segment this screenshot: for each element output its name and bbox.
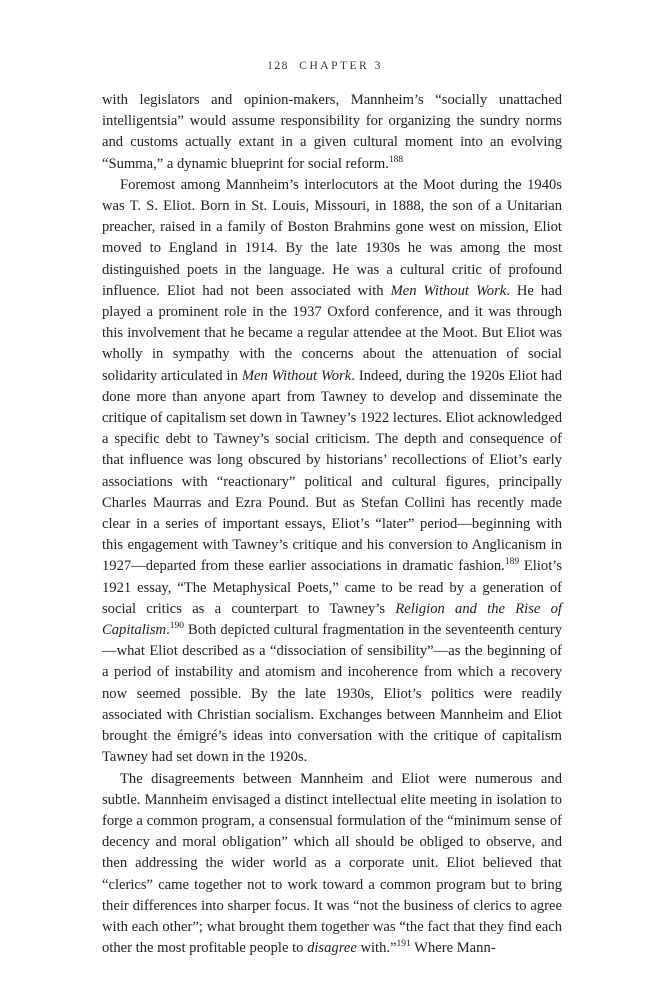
italic-title: Men Without Work bbox=[241, 367, 352, 384]
footnote-ref: 191 bbox=[396, 939, 411, 950]
text-run: Foremost among Mannheim’s interlocutors at the Moot during the 1940s was T. S. Eliot. Born in St. Louis, Missouri, in 1888, the son of a Unitarian preacher, raised in a family of Boston Brahmins gone west on mission, Eliot moved to England in 1914. By the late 1930s he was among the most distinguished poets in the language. He was a cultural critic of profound influence. Eliot had not been associated with bbox=[102, 176, 562, 299]
running-head bbox=[0, 60, 650, 72]
page-number: 128 bbox=[267, 60, 289, 72]
paragraph bbox=[102, 769, 562, 960]
footnote-ref: 188 bbox=[388, 154, 404, 165]
body-text bbox=[102, 90, 562, 959]
text-run: Both depicted cultural fragmentation in the seventeenth century—what Eliot described as a “dissociation of sensibility”—as the beginning of a period of instability and atomism and incoherence from which a recovery now seemed possible. By the late 1930s, Eliot’s politics were readily associated with Christian socialism. Exchanges between Mannheim and Eliot brought the émigré’s ideas into conversation with the critique of capitalism Tawney had set down in the 1920s. bbox=[102, 622, 562, 766]
paragraph bbox=[102, 90, 562, 175]
text-run: with legislators and opinion-makers, Mannheim’s “socially unattached intelligentsia” would assume responsibility for organizing the sundry norms and customs actually extant in a given cultural moment into an evolving “Summa,” a dynamic blueprint for social reform. bbox=[102, 92, 562, 172]
text-run: Where Mann- bbox=[410, 940, 496, 957]
text-run: The disagreements between Mannheim and Eliot were numerous and subtle. Mannheim envisaged a distinct intellectual elite meeting in isolation to forge a common program, a consensual formulation of the “minimum sense of decency and moral obligation” which all should be obliged to observe, and then addressing the wider world as a corporate unit. Eliot believed that “clerics” came together not to work toward a common program but to bring their differences into sharper focus. It was “not the business of clerics to agree with each other”; what brought them together was “the fact that they find each other the most profitable people to bbox=[102, 770, 562, 957]
footnote-ref: 189 bbox=[504, 557, 520, 568]
italic-title: disagree bbox=[307, 940, 357, 957]
footnote-ref: 190 bbox=[169, 621, 184, 632]
italic-title: Men Without Work bbox=[390, 282, 507, 299]
text-run: . bbox=[166, 622, 170, 639]
italic-title: Religion and the Rise of Capitalism bbox=[102, 600, 562, 639]
text-run: . He had played a prominent role in the 1937 Oxford conference, and it was through this involvement that he became a regular attendee at the Moot. But Eliot was wholly in sympathy with the concerns about the attenuation of social solidarity articulated in bbox=[102, 282, 562, 384]
chapter-label: CHAPTER 3 bbox=[299, 60, 383, 72]
text-run: with.” bbox=[356, 940, 397, 957]
text-run: . Indeed, during the 1920s Eliot had done more than anyone apart from Tawney to develop and disseminate the critique of capitalism set down in Tawney’s 1922 lectures. Eliot acknowledged a specific debt to Tawney’s social criticism. The depth and consequence of that influence was long obscured by historians’ recollections of Eliot’s early associations with “reactionary” political and cultural figures, principally Charles Maurras and Ezra Pound. But as Stefan Collini has recently made clear in a series of important essays, Eliot’s “later” period—beginning with this engagement with Tawney’s critique and his conversion to Anglicanism in 1927—departed from these earlier associations in dramatic fashion. bbox=[102, 367, 563, 575]
paragraph bbox=[102, 175, 562, 769]
text-run: Eliot’s 1921 essay, “The Metaphysical Poets,” came to be read by a generation of social critics as a counterpart to Tawney’s bbox=[102, 558, 562, 617]
